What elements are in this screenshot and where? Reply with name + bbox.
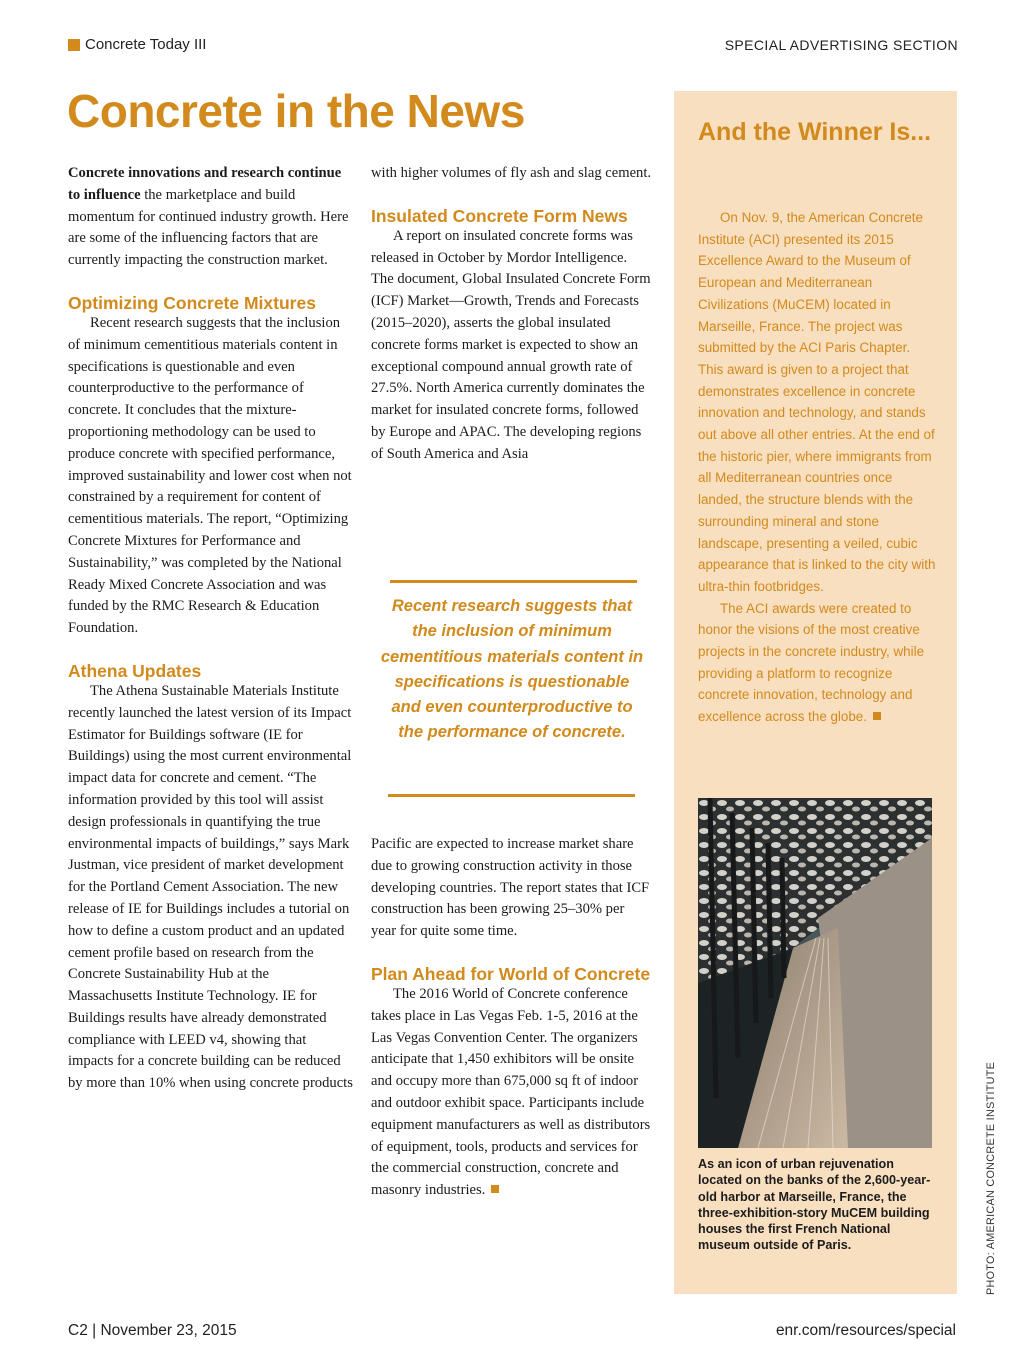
end-mark-icon — [491, 1185, 499, 1193]
section-name: Concrete Today III — [85, 36, 207, 53]
sidebar-body — [698, 207, 938, 728]
photo-caption: As an icon of urban rejuvenation located on the banks of the 2,600-year-old harbor at Marseille, France, the three-exhibition-story MuCEM building houses the first French National museum outside of Paris. — [698, 1157, 931, 1253]
column-2-top — [371, 163, 653, 466]
footer-url: enr.com/resources/special — [775, 1322, 956, 1339]
section-header — [68, 36, 206, 53]
photo-credit: PHOTO: AMERICAN CONCRETE INSTITUTE — [985, 1061, 997, 1295]
sidebar-end-mark-icon — [873, 712, 881, 720]
pull-quote: Recent research suggests that the inclusion of minimum cementitious materials content in specifications is questionable and even counterproductive to the performance of concrete. — [380, 597, 644, 742]
sidebar-paragraph-1: On Nov. 9, the American Concrete Institute (ACI) presented its 2015 Excellence Award to the Museum of European and Mediterranean Civilizations (MuCEM) located in Marseille, France. The project was submitted by the ACI Paris Chapter. This award is given to a project that demonstrates excellence in concrete innovation and technology, and stands out above all other entries. At the end of the historic pier, where immigrants from all Mediterranean countries once landed, the structure blends with the surrounding mineral and stone landscape, presenting a veiled, cubic appearance that is linked to the city with ultra-thin footbridges. — [698, 210, 936, 594]
mucem-photo — [698, 798, 932, 1148]
section-square-icon — [68, 39, 80, 51]
pull-quote-rule-top — [390, 580, 637, 583]
footer-page-info — [68, 1322, 237, 1340]
woc-body: The 2016 World of Concrete conference takes place in Las Vegas Feb. 1-5, 2016 at the Las Vegas Convention Center. The organizers anticipate that 1,450 exhibitors will be onsite and occupy more than 675,000 sq ft of indoor and outdoor exhibit space. Participants include equipment manufacturers as well as distributors of equipment, tools, products and services for the commercial construction, concrete and masonry industries. — [371, 985, 651, 1199]
intro-lead: Concrete innovations and research continue to influence — [68, 165, 342, 203]
page-number: C2 — [68, 1322, 88, 1339]
column-2-bottom — [371, 834, 653, 1202]
athena-body: The Athena Sustainable Materials Institute recently launched the latest version of its Impact Estimator for Buildings software (IE for Buildings) using the most current environmental impact data for concrete and cement. “The information provided by this tool will assist design professionals in quantifying the true environmental impacts of buildings,” says Mark Justman, vice president of market development for the Portland Cement Association. The new release of IE for Buildings includes a tutorial on how to define a custom product and an updated cement profile based on research from the Concrete Sustainability Hub at the Massachusetts Institute Technology. IE for Buildings results have already demonstrated compliance with LEED v4, showing that impacts for a concrete building can be reduced by more than 10% when using concrete products — [68, 682, 353, 1092]
sidebar-paragraph-2-text: The ACI awards were created to honor the visions of the most creative projects in the concrete industry, while providing a platform to recognize concrete innovation, technology and excellence across the globe. — [698, 600, 925, 725]
mixtures-body: Recent research suggests that the inclusion of minimum cementitious materials content in specifications is questionable and even counterproductive to the performance of concrete. It concludes that the mixture-proportioning methodology can be used to produce concrete with specified performance, improved sustainability and lower cost when not constrained by a requirement for content of cementitious materials. The report, “Optimizing Concrete Mixtures for Performance and Sustainability,” was completed by the National Ready Mixed Concrete Association and was funded by the RMC Research & Education Foundation. — [68, 314, 352, 637]
pull-quote-rule-bottom — [388, 794, 635, 797]
intro-rest: the marketplace and build momentum for continued industry growth. Here are some of the influencing factors that are currently impacting the construction market. — [68, 186, 349, 269]
page-title: Concrete in the News — [67, 85, 525, 137]
athena-continued: with higher volumes of fly ash and slag cement. — [371, 165, 652, 181]
heading-world-of-concrete: Plan Ahead for World of Concrete — [371, 963, 651, 984]
intro-paragraph — [68, 163, 354, 272]
footer-separator: | — [92, 1322, 101, 1339]
issue-date: November 23, 2015 — [100, 1322, 237, 1339]
heading-athena-updates: Athena Updates — [68, 660, 202, 681]
column-1 — [68, 163, 354, 1095]
heading-optimizing-mixtures: Optimizing Concrete Mixtures — [68, 292, 316, 313]
icf-continued: Pacific are expected to increase market share due to growing construction activity in those developing countries. The report states that ICF construction has been growing 25–30% per year for quite some time. — [371, 836, 650, 940]
icf-body: A report on insulated concrete forms was released in October by Mordor Intelligence. The document, Global Insulated Concrete Form (ICF) Market—Growth, Trends and Forecasts (2015–2020), asserts the global insulated concrete forms market is expected to show an exceptional compound annual growth rate of 27.5%. North America currently dominates the market for insulated concrete forms, followed by Europe and APAC. The developing regions of South America and Asia — [371, 227, 651, 462]
heading-icf-news: Insulated Concrete Form News — [371, 205, 628, 226]
advertising-label: SPECIAL ADVERTISING SECTION — [724, 37, 958, 53]
sidebar-paragraph-2 — [698, 598, 938, 728]
sidebar-title: And the Winner Is... — [698, 118, 932, 146]
woc-paragraph — [371, 984, 653, 1202]
